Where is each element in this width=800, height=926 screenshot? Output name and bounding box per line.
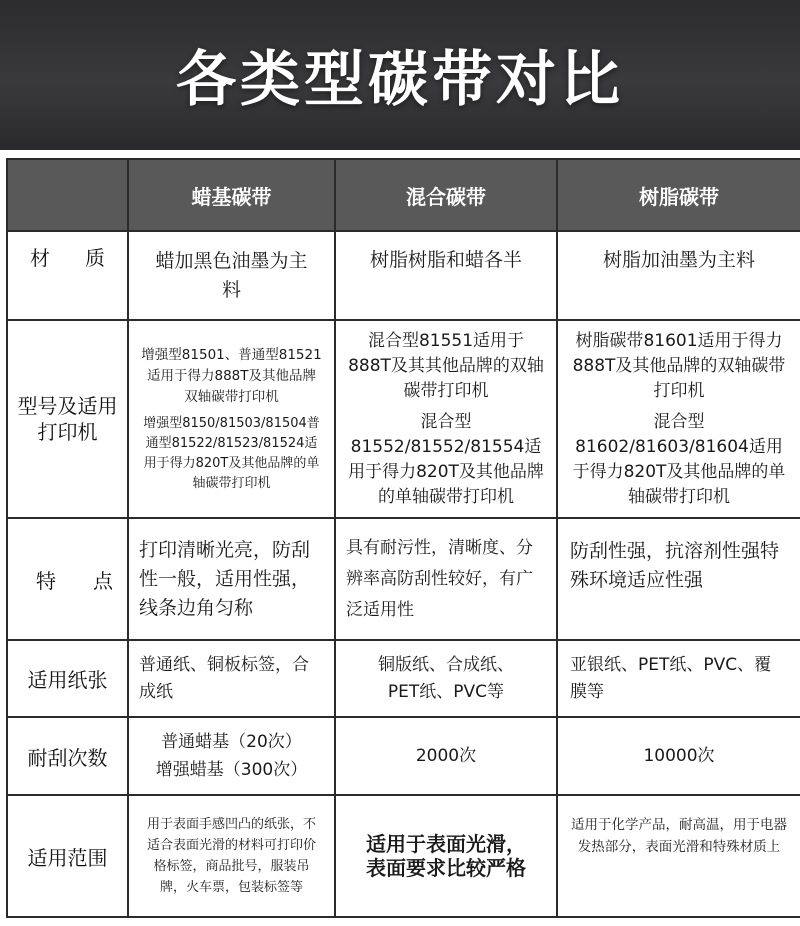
cell-scope-resin: 适用于化学产品，耐高温，用于电器发热部分，表面光滑和特殊材质上 <box>557 795 800 917</box>
cell-material-wax: 蜡加黑色油墨为主料 <box>128 231 335 320</box>
row-label-model <box>7 320 128 518</box>
header-corner <box>7 159 128 231</box>
row-paper <box>7 640 800 717</box>
cell-material-mixed: 树脂树脂和蜡各半 <box>335 231 557 320</box>
cell-scratch-mixed: 2000次 <box>335 717 557 795</box>
row-features <box>7 518 800 640</box>
cell-features-wax: 打印清晰光亮，防刮性一般，适用性强，线条边角匀称 <box>128 518 335 640</box>
cell-material-resin: 树脂加油墨为主料 <box>557 231 800 320</box>
cell-features-mixed: 具有耐污性，清晰度、分辨率高防刮性较好，有广泛适用性 <box>335 518 557 640</box>
cell-features-resin: 防刮性强，抗溶剂性强特殊环境适应性强 <box>557 518 800 640</box>
label-material-a: 材 <box>30 246 50 270</box>
label-model-1: 型号及适用 <box>17 394 118 418</box>
label-model-2: 打印机 <box>37 420 98 444</box>
row-label-features <box>7 518 128 640</box>
cell-paper-resin: 亚银纸、PET纸、PVC、覆膜等 <box>557 640 800 717</box>
scratch-wax-enhanced: 增强蜡基（300次） <box>155 760 308 780</box>
model-wax-dual: 增强型81501、普通型81521适用于得力888T及其他品牌双轴碳带打印机 <box>141 346 322 405</box>
model-mixed-dual: 混合型81551适用于888T及其其他品牌的双轴碳带打印机 <box>348 330 544 401</box>
label-material-b: 质 <box>85 246 105 270</box>
cell-paper-mixed: 铜版纸、合成纸、PET纸、PVC等 <box>335 640 557 717</box>
cell-model-resin <box>557 320 800 518</box>
label-features-a: 特 <box>36 568 56 593</box>
row-label-scope: 适用范围 <box>7 795 128 917</box>
comparison-table <box>6 158 800 918</box>
row-material <box>7 231 800 320</box>
model-wax-single: 增强型8150/81503/81504普通型81522/81523/81524适用于得力820T及其他品牌的单轴碳带打印机 <box>143 415 320 491</box>
header-resin: 树脂碳带 <box>557 159 800 231</box>
row-scope <box>7 795 800 917</box>
cell-scope-mixed: 适用于表面光滑，表面要求比较严格 <box>335 795 557 917</box>
title-banner <box>0 0 800 150</box>
row-model <box>7 320 800 518</box>
row-label-scratch: 耐刮次数 <box>7 717 128 795</box>
model-mixed-single: 混合型81552/81552/81554适用于得力820T及其他品牌的单轴碳带打印机 <box>348 411 544 507</box>
scratch-wax-normal: 普通蜡基（20次） <box>161 732 302 752</box>
row-label-material <box>7 231 128 320</box>
row-scratch <box>7 717 800 795</box>
model-resin-single: 混合型81602/81603/81604适用于得力820T及其他品牌的单轴碳带打印机 <box>572 411 786 507</box>
cell-model-mixed <box>335 320 557 518</box>
cell-paper-wax: 普通纸、铜板标签，合成纸 <box>128 640 335 717</box>
cell-scope-wax: 用于表面手感凹凸的纸张，不适合表面光滑的材料可打印价格标签，商品批号，服装吊牌，火车票，包装标签等 <box>128 795 335 917</box>
header-row <box>7 159 800 231</box>
model-resin-dual: 树脂碳带81601适用于得力888T及其他品牌的双轴碳带打印机 <box>572 330 786 401</box>
cell-scratch-wax <box>128 717 335 795</box>
header-wax: 蜡基碳带 <box>128 159 335 231</box>
cell-model-wax <box>128 320 335 518</box>
page-title: 各类型碳带对比 <box>176 45 624 115</box>
row-label-paper: 适用纸张 <box>7 640 128 717</box>
cell-scratch-resin: 10000次 <box>557 717 800 795</box>
label-features-b: 点 <box>93 568 113 593</box>
header-mixed: 混合碳带 <box>335 159 557 231</box>
